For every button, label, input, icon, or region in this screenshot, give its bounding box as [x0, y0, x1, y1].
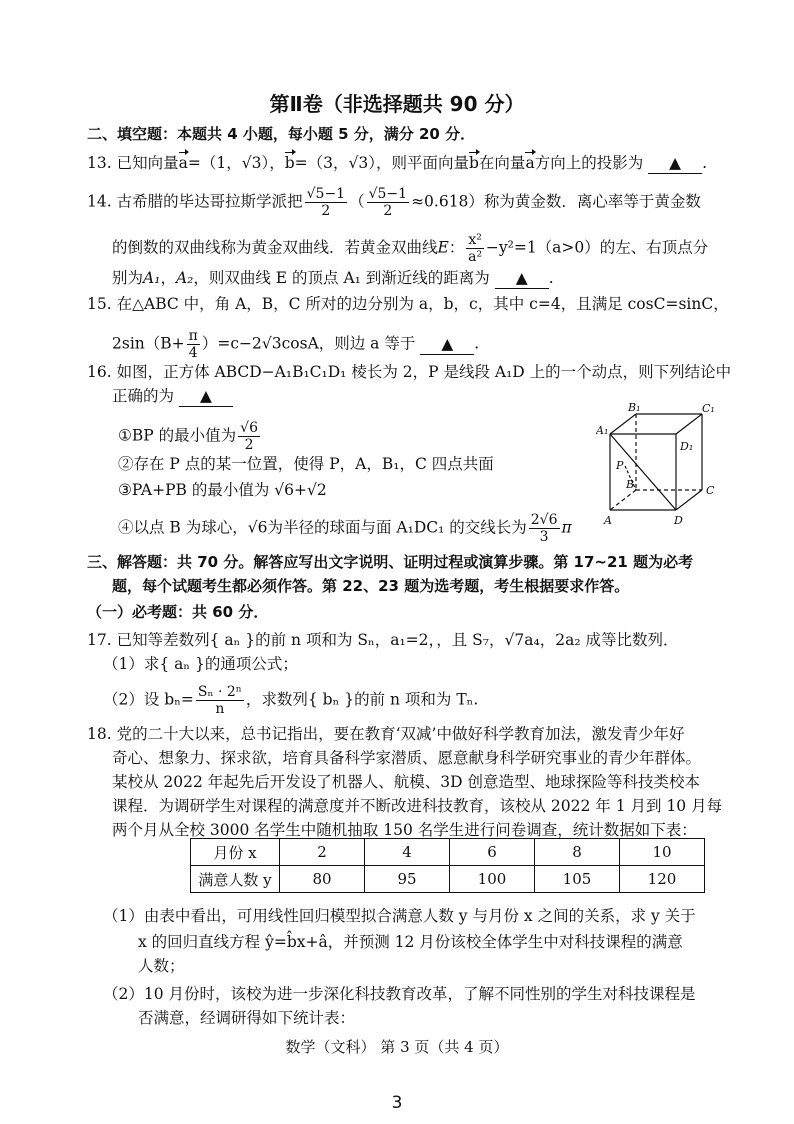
label-b1: B₁ [628, 401, 641, 414]
table-cell: 4 [365, 839, 450, 866]
triangle-icon: ▲ [669, 154, 682, 172]
option-3: ③PA+PB 的最小值为 √6+√2 [118, 481, 327, 499]
label-d1: D₁ [680, 440, 694, 453]
page-footer: 数学（文科） 第 3 页（共 4 页） [285, 1038, 509, 1056]
answer-blank [179, 386, 233, 407]
table-cell: 2 [280, 839, 365, 866]
triangle-icon: ▲ [199, 387, 212, 405]
denominator: 4 [188, 345, 198, 361]
denominator: n [215, 701, 225, 717]
q14-text: ，则双曲线 E 的顶点 A₁ 到渐近线的距离为 [193, 269, 490, 287]
q18-text: 党的二十大以来，总书记指出，要在教育‘双减’中做好科学教育加法，激发青少年好 [116, 725, 685, 743]
table-cell: 8 [535, 839, 620, 866]
table-cell: 120 [620, 866, 705, 893]
period: . [474, 334, 480, 353]
pi-symbol: π [561, 518, 572, 537]
period: . [548, 269, 554, 287]
vector-a: a [178, 154, 188, 172]
q13-text: 方向上的投影为 [534, 154, 644, 172]
table-cell: 10 [620, 839, 705, 866]
fraction [529, 512, 560, 545]
q17-part-2 [103, 684, 478, 717]
edge-c1-d1 [676, 414, 702, 434]
question-16-line-2 [112, 386, 233, 407]
question-16-line-1 [87, 362, 731, 382]
question-number: 15. [87, 295, 112, 313]
option-text: ④以点 B 为球心，√6为半径的球面与面 A₁DC₁ 的交线长为 [118, 518, 527, 537]
q14-text: ： [448, 238, 465, 257]
table-row [191, 866, 705, 893]
q17-text: 已知等差数列{ aₙ }的前 n 项和为 Sₙ，a₁=2，，且 S₇，√7a₄，2a₂ 成等比数列． [116, 631, 679, 649]
question-13 [87, 153, 707, 174]
numerator: √6 [240, 420, 258, 436]
answer-blank [648, 153, 702, 174]
label-a1: A₁ [596, 424, 609, 437]
question-14-line-1 [87, 186, 701, 219]
question-number: 14. [87, 192, 112, 211]
hyperbola-name: E [437, 238, 449, 257]
numerator: √5−1 [306, 186, 346, 202]
q18-part-2-line-1: （2）10 月份时，该校为进一步深化科技教育改革，了解不同性别的学生对科技课程是 [103, 985, 696, 1003]
numerator: π [188, 328, 198, 344]
numerator: x² [468, 232, 482, 248]
fraction [238, 420, 260, 453]
cube-figure [596, 400, 726, 530]
q14-text: 别为 [112, 269, 144, 287]
question-number: 18. [87, 725, 112, 743]
question-number: 17. [87, 631, 112, 649]
label-p: P [616, 459, 624, 472]
q14-text: −y²=1（a>0）的左、右顶点分 [485, 238, 709, 257]
table-row [191, 839, 705, 866]
satisfaction-table [190, 838, 705, 893]
question-14-line-2 [112, 232, 708, 265]
q17-text: （2）设 bₙ= [103, 690, 194, 709]
question-18-line-3: 某校从 2022 年起先后开发设了机器人、航模、3D 创意造型、地球探险等科技类校本 [112, 773, 701, 791]
table-header-cell: 满意人数 y [191, 866, 280, 893]
denominator: 3 [539, 529, 549, 545]
fraction [187, 328, 200, 361]
fraction [196, 684, 244, 717]
edge-c-d [676, 490, 702, 510]
denominator: 2 [244, 437, 254, 453]
q15-text: ）=c−2√3cosA，则边 a 等于 [201, 334, 416, 353]
q13-text: =（3，√3），则平面向量 [294, 154, 469, 172]
q18-part-2-line-2: 否满意，经调研得如下统计表： [138, 1009, 356, 1027]
option-text: ①BP 的最小值为 [118, 426, 237, 445]
q13-text: 已知向量 [116, 154, 179, 172]
fraction [367, 186, 409, 219]
label-d: D [674, 514, 683, 527]
segment-a1-d [610, 434, 676, 510]
option-4 [118, 512, 572, 545]
q17-text: ，求数列{ bₙ }的前 n 项和为 Tₙ. [245, 690, 479, 709]
q14-text: 的倒数的双曲线称为黄金双曲线．若黄金双曲线 [112, 238, 438, 257]
fraction [305, 186, 347, 219]
question-18-line-5: 两个月从全校 3000 名学生中随机抽取 150 名学生进行问卷调查，统计数据如下表： [112, 821, 697, 839]
denominator: 2 [383, 203, 393, 219]
q16-text: 如图，正方体 ABCD−A₁B₁C₁D₁ 棱长为 2，P 是线段 A₁D 上的一个动点，则下列结论中 [116, 363, 732, 381]
q15-text: 2sin（B+ [112, 334, 185, 353]
question-18-line-4: 课程．为调研学生对课程的满意度并不断改进科技教育，该校从 2022 年 1 月到 10 月每 [112, 797, 723, 815]
label-c: C [706, 484, 715, 497]
option-1 [118, 420, 262, 453]
q13-text: 在向量 [478, 154, 526, 172]
denominator: 2 [321, 203, 331, 219]
q14-text: （ [349, 192, 365, 211]
question-18-line-2: 奇心、想象力、探求欲，培育具备科学家潜质、愿意献身科学研究事业的青少年群体。 [112, 749, 702, 767]
label-a: A [604, 514, 612, 527]
q18-part-1-line-3: 人数； [138, 957, 185, 975]
q18-part-1-line-1: （1）由表中看出，可用线性回归模型拟合满意人数 y 与月份 x 之间的关系，求 y 关于 [103, 907, 696, 925]
q17-part-1: （1）求{ aₙ }的通项公式； [103, 655, 298, 673]
numerator: Sₙ · 2ⁿ [197, 684, 242, 700]
page-number: 3 [391, 1093, 403, 1113]
label-c1: C₁ [702, 402, 715, 415]
period: . [702, 154, 708, 172]
vertex-a2: A₂ [175, 269, 194, 287]
table-cell: 95 [365, 866, 450, 893]
question-15-line-1 [87, 294, 729, 314]
numerator: 2√6 [530, 512, 558, 528]
q14-text: ≈0.618）称为黄金数．离心率等于黄金数 [411, 192, 701, 211]
vector-a: a [525, 154, 535, 172]
answer-blank [420, 334, 474, 355]
vector-b: b [284, 154, 295, 172]
q13-text: =（1，√3）， [187, 154, 285, 172]
table-header-cell: 月份 x [191, 839, 280, 866]
section-title: 第Ⅱ卷（非选择题共 90 分） [269, 92, 525, 116]
q15-text: 在△ABC 中，角 A，B，C 所对的边分别为 a，b，c，其中 c=4，且满足 cosC=sinC， [116, 295, 729, 313]
required-part-heading: （一）必考题：共 60 分． [87, 603, 269, 621]
vertex-a1: A₁ [143, 269, 161, 287]
label-b: B [626, 478, 635, 491]
q14-text: 古希腊的毕达哥拉斯学派把 [116, 192, 303, 211]
q16-text: 正确的为 [112, 387, 175, 405]
edge-b-a [610, 490, 636, 510]
q18-part-1-line-2: x 的回归直线方程 ŷ=b̂x+â，并预测 12 月份该校全体学生中对科技课程的满意 [138, 933, 683, 951]
triangle-icon: ▲ [441, 334, 454, 353]
answer-blank [495, 268, 549, 289]
table-cell: 100 [450, 866, 535, 893]
question-17 [87, 630, 678, 650]
table-cell: 80 [280, 866, 365, 893]
triangle-icon: ▲ [515, 269, 528, 287]
fraction [466, 232, 484, 265]
edge-a1-b1 [610, 414, 636, 434]
question-number: 13. [87, 154, 112, 172]
denominator: a² [468, 249, 483, 265]
question-14-line-3: 别为A₁，A₂，则双曲线 E 的顶点 A₁ 到渐近线的距离为 ▲ . [112, 269, 554, 287]
option-2: ②存在 P 点的某一位置，使得 P，A，B₁，C 四点共面 [118, 455, 494, 473]
table-cell: 105 [535, 866, 620, 893]
solution-section-heading-cont: 题，每个试题考生都必须作答。第 22、23 题为选考题，考生根据要求作答。 [112, 577, 630, 595]
numerator: √5−1 [368, 186, 408, 202]
question-number: 16. [87, 363, 112, 381]
table-cell: 6 [450, 839, 535, 866]
fill-in-section-heading: 二、填空题：本题共 4 小题，每小题 5 分，满分 20 分． [87, 125, 476, 143]
question-15-line-2 [112, 328, 479, 361]
solution-section-heading: 三、解答题：共 70 分。解答应写出文字说明、证明过程或演算步骤。第 17~21 题为必考 [87, 553, 694, 571]
question-18-line-1 [87, 724, 684, 744]
vector-b: b [468, 154, 479, 172]
